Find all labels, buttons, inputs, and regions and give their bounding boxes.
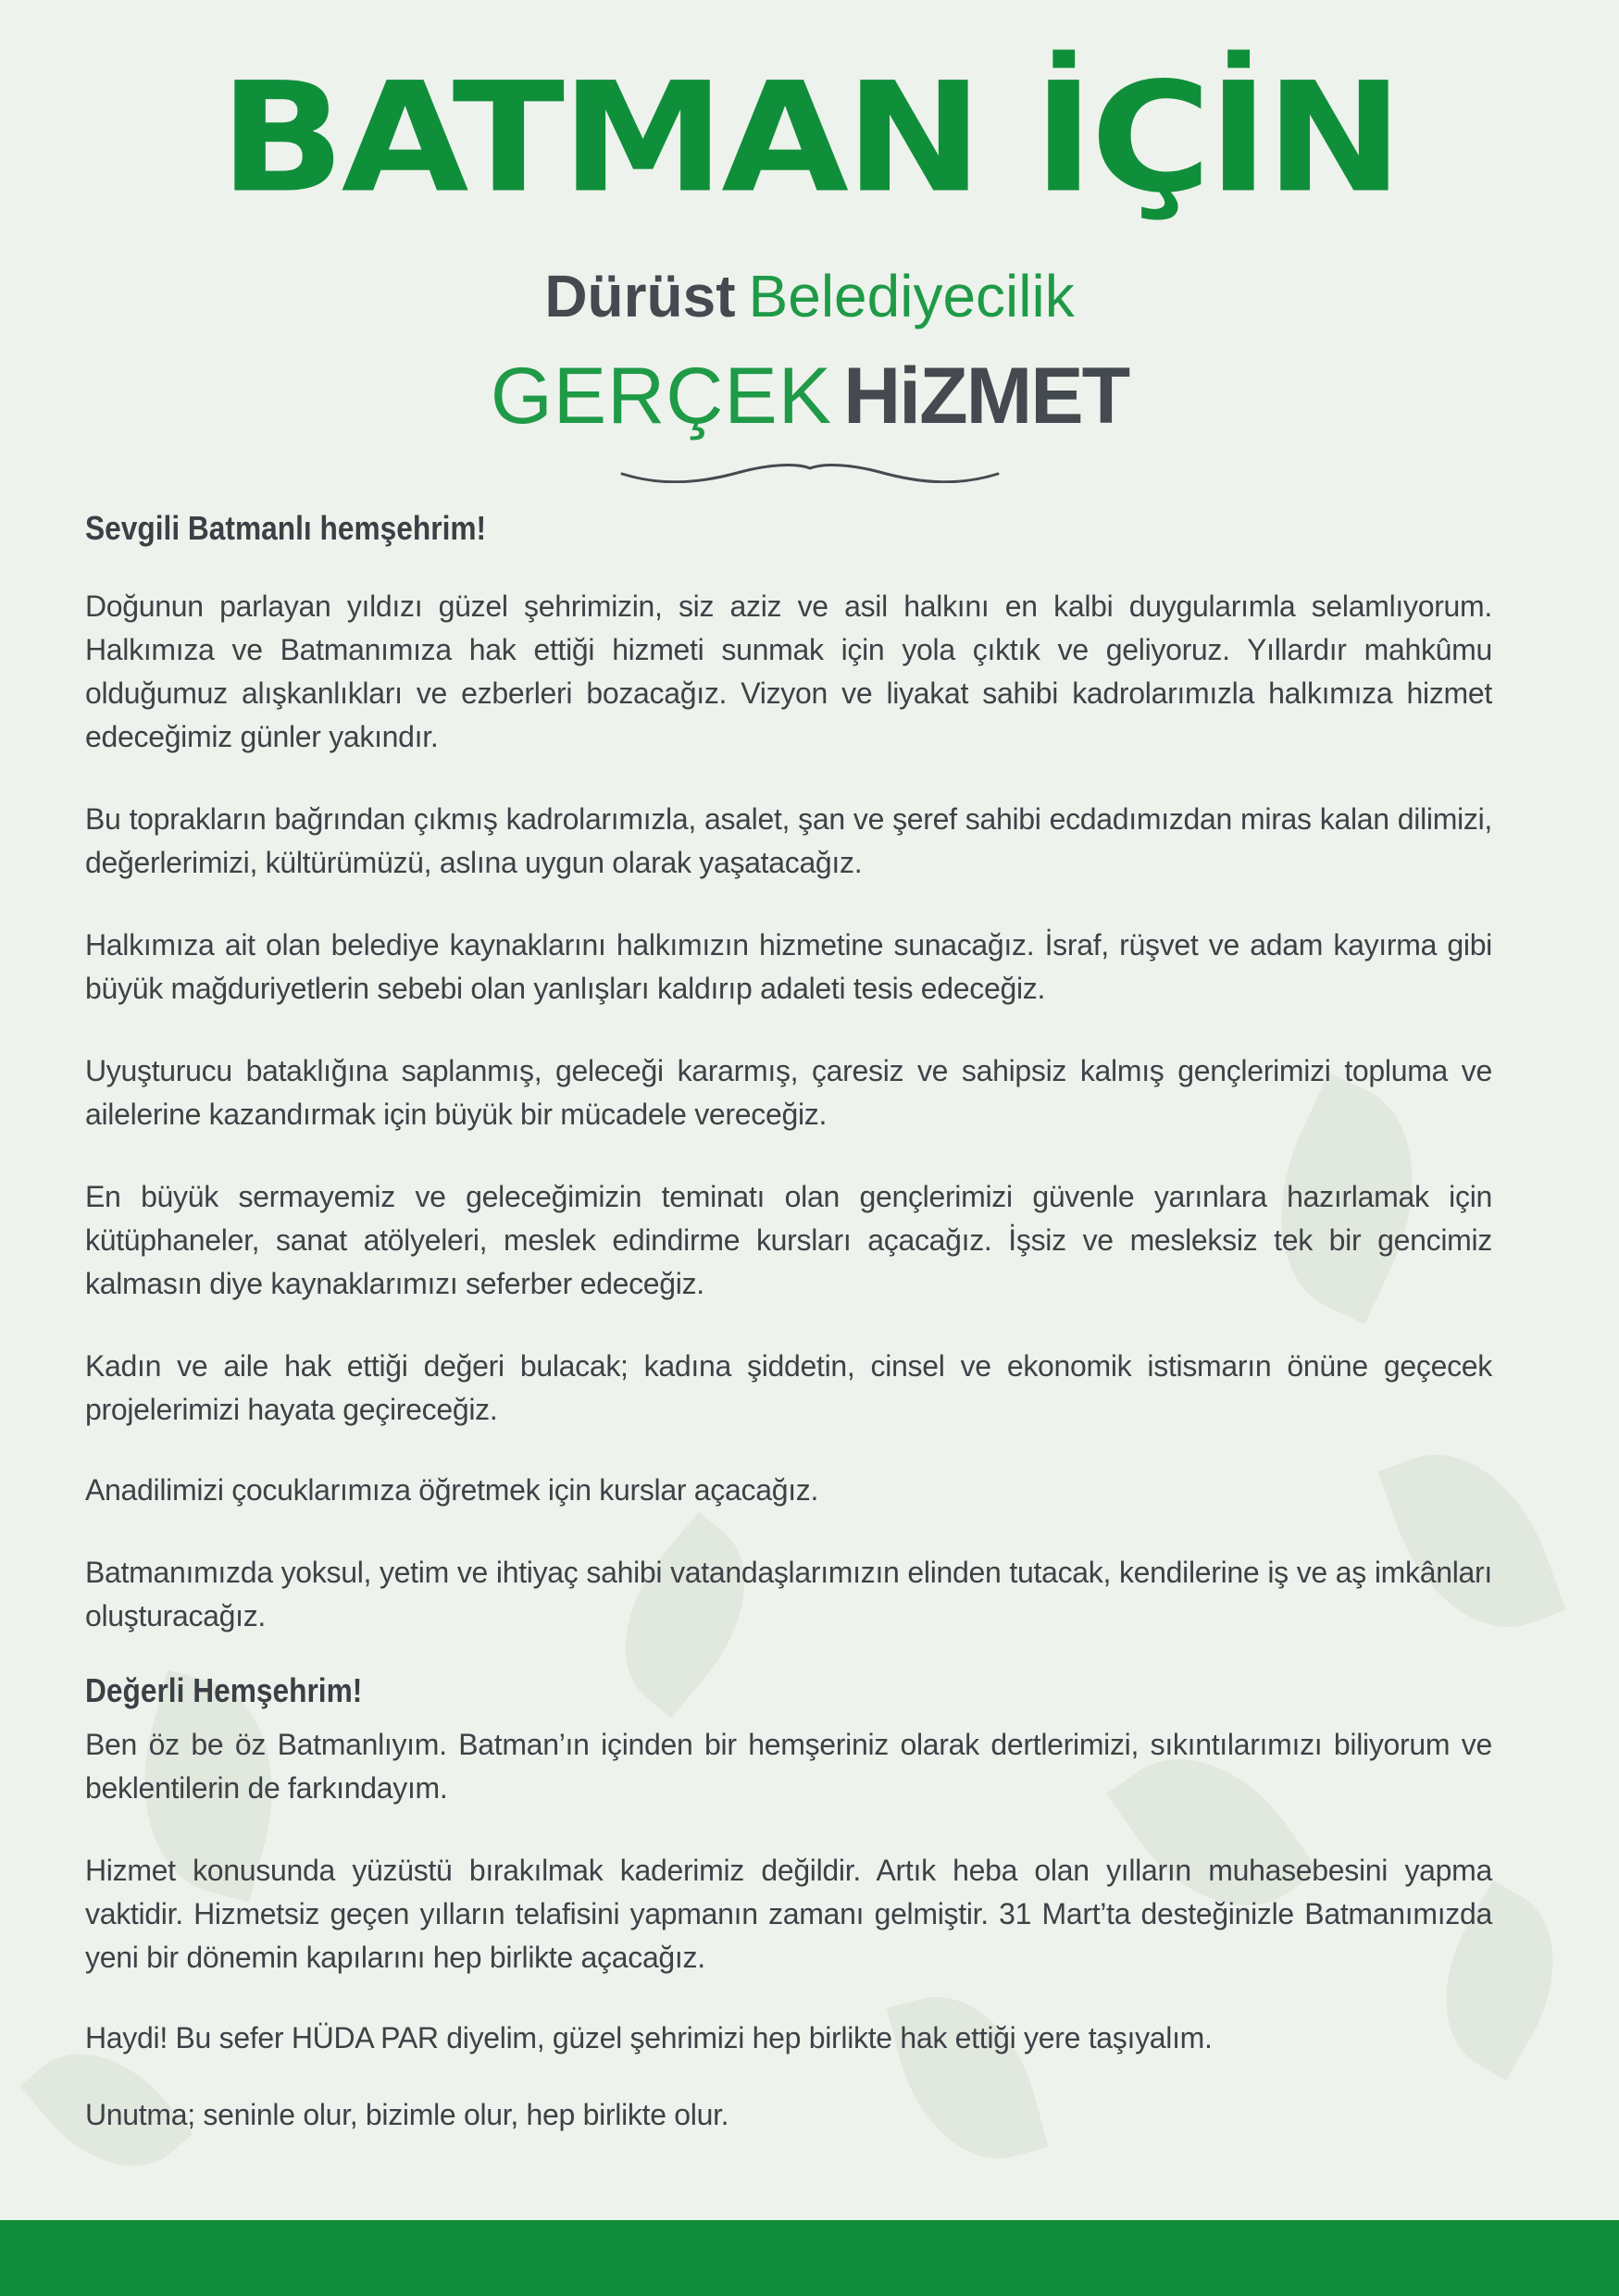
- letter-body: [85, 500, 1492, 2137]
- paragraph: Haydi! Bu sefer HÜDA PAR diyelim, güzel şehrimizi hep birlikte hak ettiği yere taşıyalım.: [85, 2021, 1213, 2054]
- paragraph: Kadın ve aile hak ettiği değeri bulacak; kadına şiddetin, cinsel ve ekonomik istismarın önüne geçecek projelerimizi hayata geçireceğiz.: [85, 1349, 1492, 1426]
- paragraph: Halkımıza ait olan belediye kaynaklarını halkımızın hizmetine sunacağız. İsraf, rüşvet ve adam kayırma gibi büyük mağduriyetlerin sebebi olan yanlışları kaldırıp adaleti tesis edeceğiz.: [85, 928, 1492, 1005]
- paragraph: Ben öz be öz Batmanlıyım. Batman’ın içinden bir hemşeriniz olarak dertlerimizi, sıkıntılarımızı biliyorum ve beklentilerin de farkındayım.: [85, 1728, 1492, 1805]
- paragraph: Uyuşturucu bataklığına saplanmış, geleceği kararmış, çaresiz ve sahipsiz kalmış gençlerimizi topluma ve ailelerine kazandırmak için büyük bir mücadele vereceğiz.: [85, 1054, 1492, 1131]
- subtitle-bold: Dürüst: [544, 263, 736, 329]
- paragraph: Hizmet konusunda yüzüstü bırakılmak kaderimiz değildir. Artık heba olan yılların muhasebesini yapma vaktidir. Hizmetsiz geçen yılların telafisini yapmanın zamanı gelmiştir. 31 Mart’ta desteğinizle Batmanımızda yeni bir dönemin kapılarını hep birlikte açacağız.: [85, 1854, 1492, 1974]
- paragraph: Batmanımızda yoksul, yetim ve ihtiyaç sahibi vatandaşlarımızın elinden tutacak, kendilerine iş ve aş imkânları oluşturacağız.: [85, 1556, 1492, 1632]
- swash-ornament: [620, 457, 1000, 483]
- slogan: [0, 350, 1619, 442]
- paragraph: Doğunun parlayan yıldızı güzel şehrimizin, siz aziz ve asil halkını en kalbi duygularımla selamlıyorum. Halkımıza ve Batmanımıza hak ettiği hizmeti sunmak için yola çıktık ve geliyoruz. Yıllardır mahkûmu olduğumuz alışkanlıkları ve ezberleri bozacağız. Vizyon ve liyakat sahibi kadrolarımızla halkımıza hizmet edeceğimiz günler yakındır.: [85, 590, 1492, 753]
- paragraph: Anadilimizi çocuklarımıza öğretmek için kurslar açacağız.: [85, 1473, 819, 1507]
- paragraph: En büyük sermayemiz ve geleceğimizin teminatı olan gençlerimizi güvenle yarınlara hazırlamak için kütüphaneler, sanat atölyeleri, meslek edindirme kursları açacağız. İşsiz ve mesleksiz tek bir gencimiz kalmasın diye kaynaklarımızı seferber edeceğiz.: [85, 1180, 1492, 1300]
- greeting-heading: Değerli Hemşehrim!: [85, 1671, 363, 1709]
- greeting-heading: Sevgili Batmanlı hemşehrim!: [85, 509, 487, 547]
- main-title: BATMAN İÇİN: [219, 49, 1400, 227]
- paragraph: Bu toprakların bağrından çıkmış kadrolarımızla, asalet, şan ve şeref sahibi ecdadımızdan miras kalan dilimizi, değerlerimizi, kültürümüzü, aslına uygun olarak yaşatacağız.: [85, 802, 1492, 879]
- paragraph: Unutma; seninle olur, bizimle olur, hep birlikte olur.: [85, 2098, 729, 2131]
- subtitle: [0, 261, 1619, 331]
- slogan-green: GERÇEK: [490, 352, 833, 441]
- slogan-dark: HiZMET: [843, 352, 1129, 441]
- footer-bar: [0, 2220, 1619, 2296]
- subtitle-regular: Belediyecilik: [748, 263, 1075, 329]
